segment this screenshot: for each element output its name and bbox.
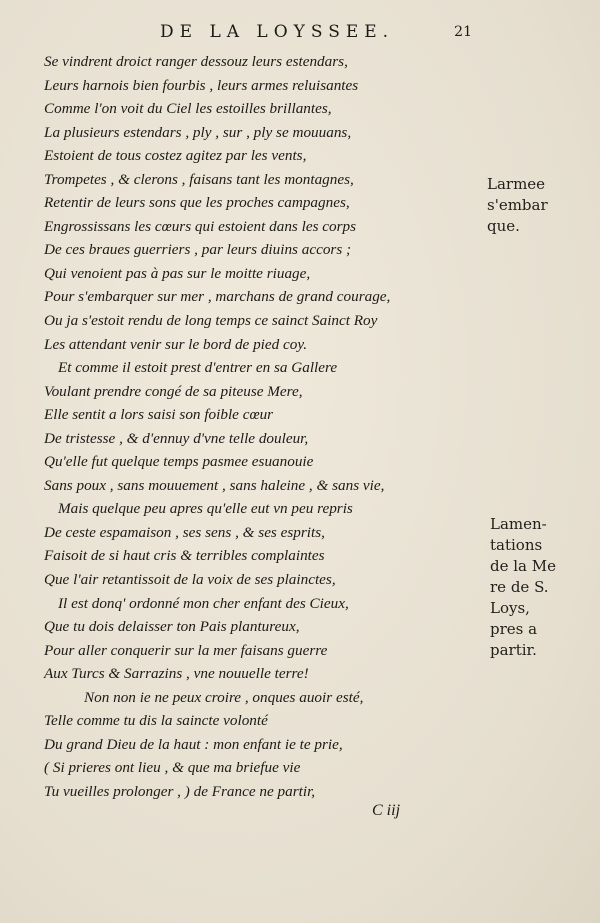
verse-line: Comme l'on voit du Ciel les estoilles brillantes,: [44, 100, 332, 118]
verse-line: Et comme il estoit prest d'entrer en sa Gallere: [58, 359, 338, 377]
margin-note-line: tations: [490, 536, 543, 554]
verse-line: Qui venoient pas à pas sur le moitte riuage,: [44, 264, 311, 282]
verse-line: Mais quelque peu apres qu'elle eut vn peu repris: [58, 500, 353, 518]
verse-line: Telle comme tu dis la saincte volonté: [44, 712, 268, 730]
verse-line: Pour aller conquerir sur la mer faisans guerre: [44, 641, 328, 659]
verse-line: Que l'air retantissoit de la voix de ses plainctes,: [44, 571, 336, 589]
verse-line: Les attendant venir sur le bord de pied coy.: [44, 335, 308, 353]
verse-line: Que tu dois delaisser ton Pais plantureux,: [44, 618, 300, 636]
verse-line: Voulant prendre congé de sa piteuse Mere,: [44, 382, 303, 400]
margin-note-embarkation: [487, 174, 577, 237]
page-header: [0, 22, 600, 46]
verse-line: Retentir de leurs sons que les proches campagnes,: [44, 194, 350, 212]
verse-line: De ces braues guerriers , par leurs diuins accors ;: [44, 241, 352, 259]
verse-line: Tu vueilles prolonger , ) de France ne partir,: [44, 782, 316, 800]
margin-note-lamentations: [490, 514, 580, 661]
verse-line: Ou ja s'estoit rendu de long temps ce sainct Sainct Roy: [44, 312, 378, 330]
verse-line: Sans poux , sans mouuement , sans haleine , & sans vie,: [44, 476, 385, 494]
verse-line: Qu'elle fut quelque temps pasmee esuanouie: [44, 453, 314, 471]
verse-line: Faisoit de si haut cris & terribles complaintes: [44, 547, 325, 565]
verse-line: Il est donq' ordonné mon cher enfant des Cieux,: [58, 594, 349, 612]
running-head: DE LA LOYSSEE.: [160, 22, 395, 42]
verse-line: Trompetes , & clerons , faisans tant les montagnes,: [44, 170, 354, 188]
signature-mark: C iij: [372, 802, 401, 819]
margin-note-line: que.: [487, 217, 520, 235]
verse-line: Se vindrent droict ranger dessouz leurs estendars,: [44, 53, 348, 70]
verse-line: Aux Turcs & Sarrazins , vne nouuelle terre!: [44, 665, 309, 683]
margin-note-line: de la Me: [490, 557, 556, 575]
page-number: 21: [454, 24, 472, 40]
verse-line: Du grand Dieu de la haut : mon enfant ie te prie,: [44, 735, 343, 753]
verse-line: Pour s'embarquer sur mer , marchans de grand courage,: [44, 288, 391, 306]
margin-note-line: pres a: [490, 620, 538, 638]
verse-line: Non non ie ne peux croire , onques auoir esté,: [84, 688, 364, 706]
margin-note-line: Lamen-: [490, 515, 547, 533]
verse-line: ( Si prieres ont lieu , & que ma briefue vie: [44, 759, 301, 777]
verse-line: Leurs harnois bien fourbis , leurs armes reluisantes: [44, 76, 359, 94]
verse-line: Estoient de tous costez agitez par les vents,: [44, 147, 307, 165]
margin-note-line: Loys,: [490, 599, 530, 617]
margin-note-line: partir.: [490, 641, 537, 659]
verse-line: De ceste espamaison , ses sens , & ses esprits,: [44, 523, 325, 541]
margin-note-line: s'embar: [487, 196, 548, 214]
margin-note-line: re de S.: [490, 578, 549, 596]
verse-line: Elle sentit a lors saisi son foible cœur: [44, 406, 274, 424]
verse-block: [44, 50, 464, 804]
verse-line: Engrossissans les cœurs qui estoient dans les corps: [44, 217, 357, 235]
verse-line: De tristesse , & d'ennuy d'vne telle douleur,: [44, 429, 309, 447]
verse-line: La plusieurs estendars , ply , sur , ply se mouuans,: [44, 123, 352, 141]
margin-note-line: Larmee: [487, 175, 546, 193]
